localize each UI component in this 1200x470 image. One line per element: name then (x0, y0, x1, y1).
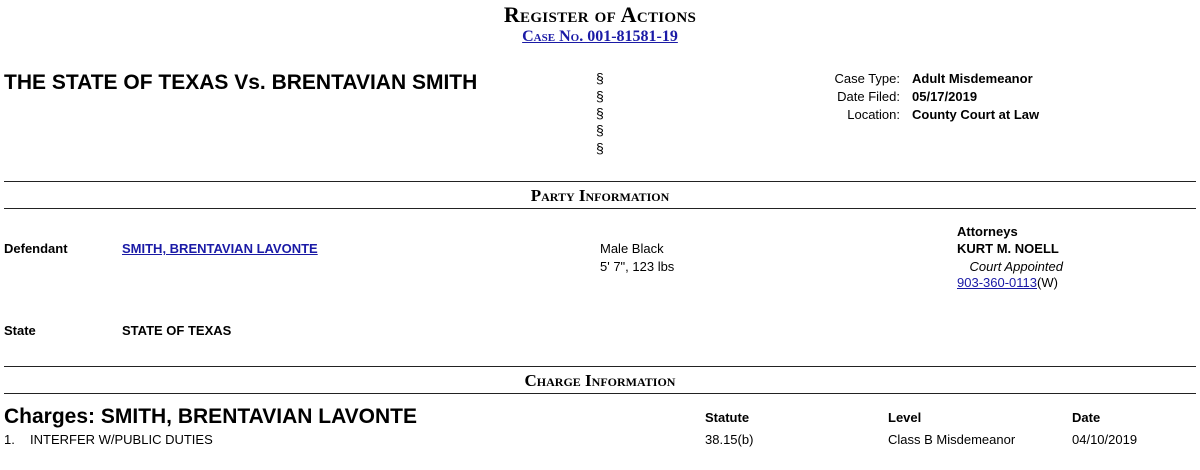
divider (4, 208, 1196, 209)
divider (4, 393, 1196, 394)
date-filed-value: 05/17/2019 (912, 89, 978, 104)
defendant-name-link[interactable]: SMITH, BRENTAVIAN LAVONTE (122, 241, 318, 256)
defendant-gender-race: Male Black (600, 241, 664, 256)
charges-title: Charges: SMITH, BRENTAVIAN LAVONTE (4, 405, 418, 428)
state-name: STATE OF TEXAS (122, 323, 232, 338)
attorney-phone-suffix: (W) (1037, 275, 1058, 290)
charge-statute: 38.15(b) (705, 432, 754, 447)
section-symbol: § (596, 140, 604, 156)
charge-information-heading: Charge Information (524, 371, 676, 390)
divider (4, 181, 1196, 182)
column-header-statute: Statute (705, 410, 750, 425)
charge-row (0, 432, 1200, 450)
column-header-date: Date (1072, 410, 1101, 425)
attorney-phone-row (957, 275, 1058, 290)
defendant-height-weight: 5' 7", 123 lbs (600, 259, 675, 274)
case-type-label: Case Type: (834, 71, 900, 86)
date-filed-label: Date Filed: (837, 89, 900, 104)
location-label: Location: (847, 107, 900, 122)
case-number-text[interactable]: Case No. 001-81581-19 (522, 28, 678, 45)
location-value: County Court at Law (912, 107, 1040, 122)
column-header-level: Level (888, 410, 922, 425)
case-number-link[interactable] (0, 28, 1200, 46)
section-symbol: § (596, 70, 604, 86)
page-title: Register of Actions (503, 2, 697, 27)
charge-level: Class B Misdemeanor (888, 432, 1016, 447)
party-role-defendant: Defendant (4, 241, 68, 256)
charge-description: INTERFER W/PUBLIC DUTIES (30, 432, 213, 447)
divider (4, 366, 1196, 367)
attorney-name: KURT M. NOELL (957, 241, 1059, 256)
attorney-type: Court Appointed (969, 259, 1063, 274)
section-symbol: § (596, 122, 604, 138)
attorneys-header: Attorneys (957, 224, 1018, 239)
section-symbol: § (596, 88, 604, 104)
attorney-phone-link[interactable]: 903-360-0113 (957, 275, 1037, 290)
party-role-state: State (4, 323, 36, 338)
charge-number: 1. (4, 432, 15, 447)
party-information-heading: Party Information (530, 186, 670, 205)
case-type-value: Adult Misdemeanor (912, 71, 1033, 86)
section-symbol: § (596, 105, 604, 121)
case-style: THE STATE OF TEXAS Vs. BRENTAVIAN SMITH (4, 71, 478, 94)
charge-date: 04/10/2019 (1072, 432, 1138, 447)
